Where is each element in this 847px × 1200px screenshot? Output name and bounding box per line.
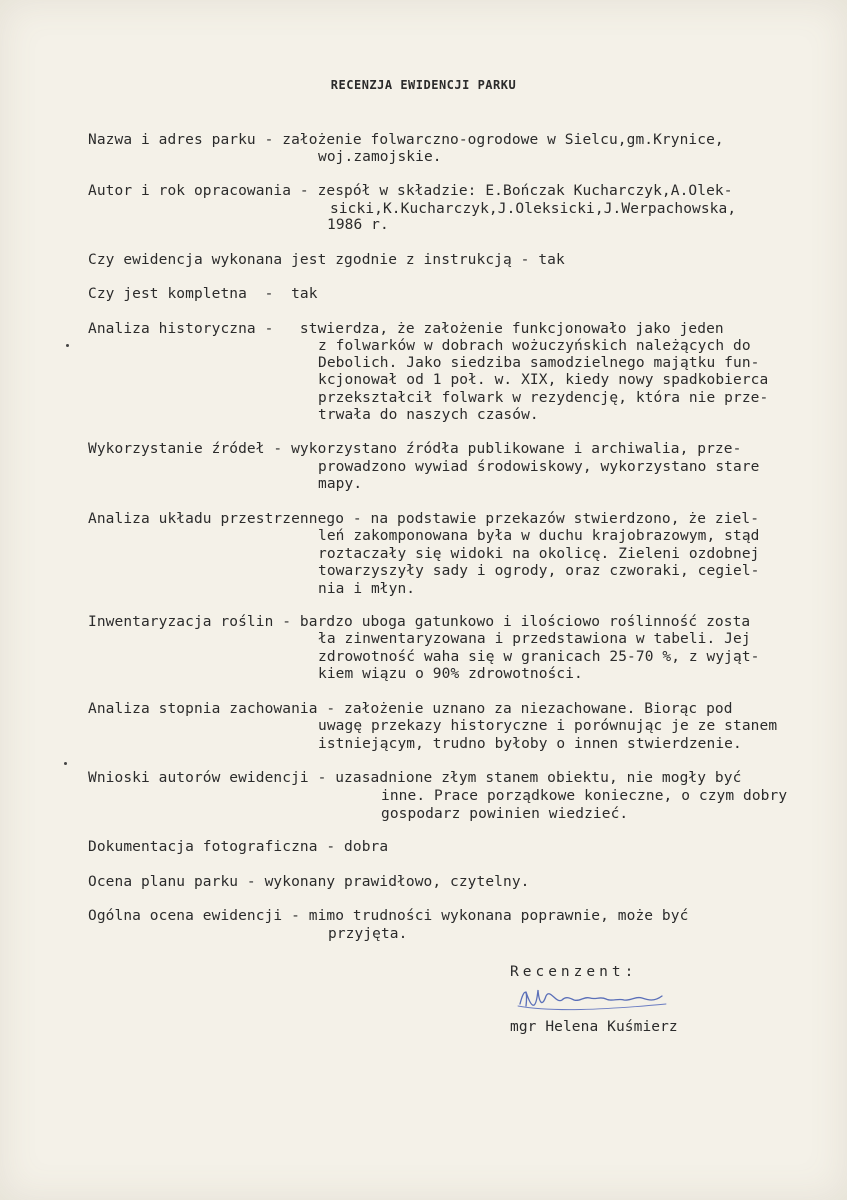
reviewer-name: mgr Helena Kuśmierz [510,1019,678,1035]
text-line: Debolich. Jako siedziba samodzielnego majątku fun- [318,355,760,371]
text-line: Nazwa i adres parku - założenie folwarczno-ogrodowe w Sielcu,gm.Krynice, [88,132,724,148]
text-line: mapy. [318,476,363,492]
text-line: kiem wiązu o 90% zdrowotności. [318,666,583,682]
text-line: 1986 r. [327,217,389,233]
text-line: Autor i rok opracowania - zespół w składzie: E.Bończak Kucharczyk,A.Olek- [88,183,733,199]
text-line: Ogólna ocena ewidencji - mimo trudności wykonana poprawnie, może być [88,908,689,924]
text-line: Analiza stopnia zachowania - założenie uznano za niezachowane. Biorąc pod [88,701,733,717]
signature-image [512,982,672,1016]
text-line: inne. Prace porządkowe konieczne, o czym dobry [381,788,788,804]
text-line: Wykorzystanie źródeł - wykorzystano źródła publikowane i archiwalia, prze- [88,441,742,457]
text-line: Analiza historyczna - stwierdza, że założenie funkcjonowało jako jeden [88,321,724,337]
reviewer-label: Recenzent: [510,964,638,980]
text-line: przyjęta. [328,926,408,942]
text-line: woj.zamojskie. [318,149,442,165]
text-line: z folwarków w dobrach wożuczyńskich należących do [318,338,751,354]
text-line: zdrowotność waha się w granicach 25-70 %, z wyjąt- [318,649,760,665]
text-line: Dokumentacja fotograficzna - dobra [88,839,389,855]
text-line: Analiza układu przestrzennego - na podstawie przekazów stwierdzono, że ziel- [88,511,760,527]
text-line: sicki,K.Kucharczyk,J.Oleksicki,J.Werpachowska, [330,201,737,217]
text-line: towarzyszyły sady i ogrody, oraz czworaki, cegiel- [318,563,760,579]
text-line: leń zakomponowana była w duchu krajobrazowym, stąd [318,528,760,544]
text-line: uwagę przekazy historyczne i porównując je ze stanem [318,718,778,734]
text-line: Czy ewidencja wykonana jest zgodnie z instrukcją - tak [88,252,565,268]
text-line: prowadzono wywiad środowiskowy, wykorzystano stare [318,459,760,475]
text-line: Ocena planu parku - wykonany prawidłowo, czytelny. [88,874,530,890]
margin-mark [66,344,69,347]
text-line: roztaczały się widoki na okolicę. Zieleni ozdobnej [318,546,760,562]
text-line: Wnioski autorów ewidencji - uzasadnione złym stanem obiektu, nie mogły być [88,770,742,786]
text-line: istniejącym, trudno byłoby o innen stwierdzenie. [318,736,742,752]
text-line: kcjonował od 1 poł. w. XIX, kiedy nowy spadkobierca [318,372,769,388]
text-line: ła zinwentaryzowana i przedstawiona w tabeli. Jej [318,631,751,647]
text-line: Inwentaryzacja roślin - bardzo uboga gatunkowo i ilościowo roślinność zosta [88,614,751,630]
text-line: Czy jest kompletna - tak [88,286,318,302]
document-title: RECENZJA EWIDENCJI PARKU [330,78,517,92]
text-line: przekształcił folwark w rezydencję, która nie prze- [318,390,769,406]
text-line: gospodarz powinien wiedzieć. [381,806,629,822]
text-line: nia i młyn. [318,581,416,597]
text-line: trwała do naszych czasów. [318,407,539,423]
margin-mark [64,762,67,765]
